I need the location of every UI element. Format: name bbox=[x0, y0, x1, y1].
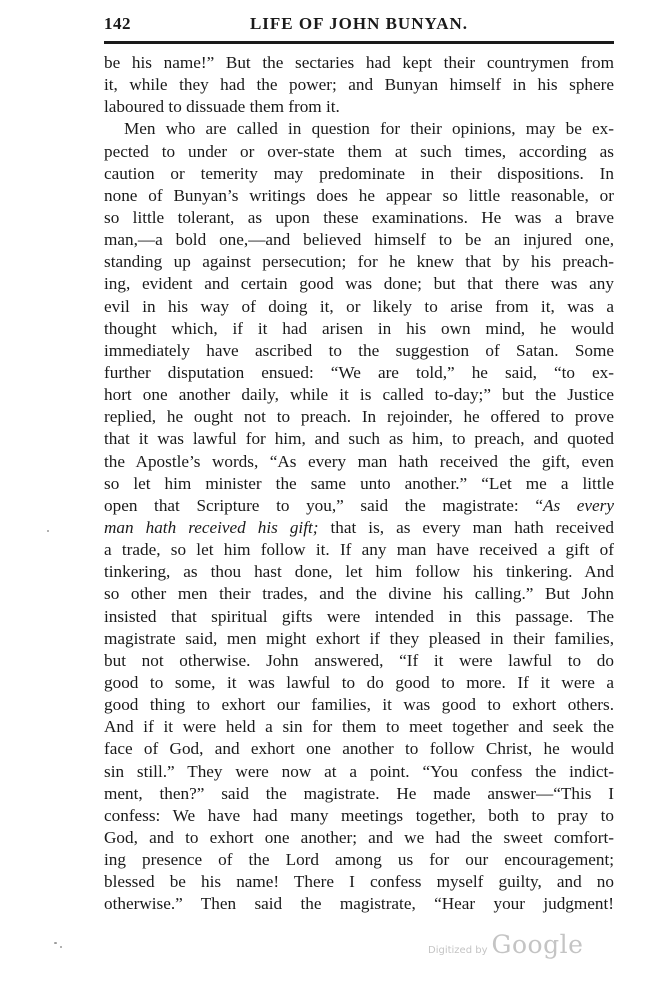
text-line-content: so little tolerant, as upon these examinations. He was a brave bbox=[104, 207, 614, 227]
text-line-content: confess: We have had many meetings together, both to pray to bbox=[104, 805, 614, 825]
text-line bbox=[104, 229, 614, 251]
text-line bbox=[104, 451, 614, 473]
text-line-content: man,—a bold one,—and believed himself to be an injured one, bbox=[104, 230, 614, 250]
text-line-content: thought which, if it had arisen in his own mind, he would bbox=[104, 318, 614, 338]
text-line bbox=[104, 583, 614, 605]
text-line-content: otherwise.” Then said the magistrate, “Hear your judgment! bbox=[104, 894, 614, 914]
text-line-content: laboured to dissuade them from it. bbox=[104, 97, 340, 117]
text-line-content: evil in his way of doing it, or likely to arise from it, was a bbox=[104, 296, 614, 316]
text-line bbox=[104, 827, 614, 849]
text-line-italic: man hath received his gift; bbox=[104, 517, 319, 537]
text-line bbox=[104, 738, 614, 760]
text-line bbox=[104, 406, 614, 428]
page-number: 142 bbox=[104, 14, 131, 33]
scan-speck bbox=[47, 530, 49, 532]
text-line-content: so let him minister the same unto another.” “Let me a little bbox=[104, 473, 614, 493]
text-line-content: a trade, so let him follow it. If any man have received a gift of bbox=[104, 540, 614, 560]
text-line-content: so other men their trades, and the divine his calling.” But John bbox=[104, 584, 614, 604]
text-line bbox=[104, 761, 614, 783]
text-line-content: caution or temerity may predominate in their dispositions. In bbox=[104, 163, 614, 183]
text-line bbox=[104, 893, 614, 915]
text-line bbox=[104, 273, 614, 295]
text-line-content: further disputation ensued: “We are told,” he said, “to ex- bbox=[104, 362, 614, 382]
text-line bbox=[104, 296, 614, 318]
text-line bbox=[104, 805, 614, 827]
text-line bbox=[104, 628, 614, 650]
text-line-content: that it was lawful for him, and such as him, to preach, and quoted bbox=[104, 429, 614, 449]
text-line bbox=[104, 783, 614, 805]
text-line bbox=[104, 672, 614, 694]
page-header bbox=[104, 12, 614, 40]
text-line bbox=[104, 96, 614, 118]
text-line bbox=[104, 606, 614, 628]
text-line-content: ment, then?” said the magistrate. He made answer—“This I bbox=[104, 783, 614, 803]
digitized-watermark bbox=[428, 930, 618, 970]
text-line-content: immediately have ascribed to the suggestion of Satan. Some bbox=[104, 340, 614, 360]
text-line-content: the Apostle’s words, “As every man hath received the gift, even bbox=[104, 451, 614, 471]
text-line bbox=[104, 694, 614, 716]
text-line-content: good to some, it was lawful to do good to more. If it were a bbox=[104, 672, 614, 692]
text-line bbox=[104, 428, 614, 450]
scan-speck bbox=[60, 946, 62, 948]
text-line bbox=[104, 52, 614, 74]
text-line-content: open that Scripture to you,” said the magistrate: “ bbox=[104, 495, 543, 515]
watermark-logo-text: Google bbox=[491, 930, 584, 959]
text-line-content: Men who are called in question for their opinions, may be ex- bbox=[124, 119, 614, 139]
text-line-content: but not otherwise. John answered, “If it were lawful to do bbox=[104, 650, 614, 670]
text-line-content: insisted that spiritual gifts were intended in this passage. The bbox=[104, 606, 614, 626]
text-line bbox=[104, 318, 614, 340]
text-line-content: face of God, and exhort one another to follow Christ, he would bbox=[104, 739, 614, 759]
text-line-content: good thing to exhort our families, it was good to exhort others. bbox=[104, 695, 614, 715]
text-line-content: replied, he ought not to preach. In rejoinder, he offered to prove bbox=[104, 407, 614, 427]
text-line-content: none of Bunyan’s writings does he appear so little reasonable, or bbox=[104, 185, 614, 205]
text-line-content: that is, as every man hath received bbox=[318, 517, 614, 537]
text-line bbox=[104, 517, 614, 539]
text-line bbox=[104, 163, 614, 185]
text-line-content: And if it were held a sin for them to meet together and seek the bbox=[104, 717, 614, 737]
text-line bbox=[104, 539, 614, 561]
text-line bbox=[104, 362, 614, 384]
text-line bbox=[104, 251, 614, 273]
text-line-content: ing, evident and certain good was done; but that there was any bbox=[104, 274, 614, 294]
text-line-content: ing presence of the Lord among us for our encouragement; bbox=[104, 850, 614, 870]
scan-speck bbox=[54, 942, 57, 944]
text-line-content: blessed be his name! There I confess myself guilty, and no bbox=[104, 872, 614, 892]
text-line bbox=[104, 185, 614, 207]
text-line bbox=[104, 141, 614, 163]
text-line-content: pected to under or over-state them at such times, according as bbox=[104, 141, 614, 161]
text-line-content: sin still.” They were now at a point. “You confess the indict- bbox=[104, 761, 614, 781]
text-line-content: magistrate said, men might exhort if they pleased in their families, bbox=[104, 628, 614, 648]
text-line-content: it, while they had the power; and Bunyan himself in his sphere bbox=[104, 75, 614, 95]
header-rule bbox=[104, 41, 614, 44]
text-line bbox=[104, 340, 614, 362]
running-title: LIFE OF JOHN BUNYAN. bbox=[249, 14, 469, 33]
text-line bbox=[104, 473, 614, 495]
text-line bbox=[104, 716, 614, 738]
text-line bbox=[104, 74, 614, 96]
text-line-content: tinkering, as thou hast done, let him follow his tinkering. And bbox=[104, 562, 614, 582]
text-line-content: be his name!” But the sectaries had kept their countrymen from bbox=[104, 53, 614, 72]
text-line bbox=[104, 650, 614, 672]
text-line bbox=[104, 849, 614, 871]
text-line bbox=[104, 495, 614, 517]
text-line-content: standing up against persecution; for he knew that by his preach- bbox=[104, 252, 614, 272]
text-line bbox=[104, 207, 614, 229]
text-line-content: hort one another daily, while it is called to-day;” but the Justice bbox=[104, 385, 614, 405]
text-line bbox=[104, 561, 614, 583]
text-line bbox=[104, 384, 614, 406]
watermark-small-text: Digitized by bbox=[428, 945, 488, 956]
body-text bbox=[104, 52, 614, 915]
text-line-content: God, and to exhort one another; and we had the sweet comfort- bbox=[104, 827, 614, 847]
text-line bbox=[104, 871, 614, 893]
text-line-italic: As every bbox=[542, 495, 614, 515]
text-line bbox=[104, 118, 614, 140]
